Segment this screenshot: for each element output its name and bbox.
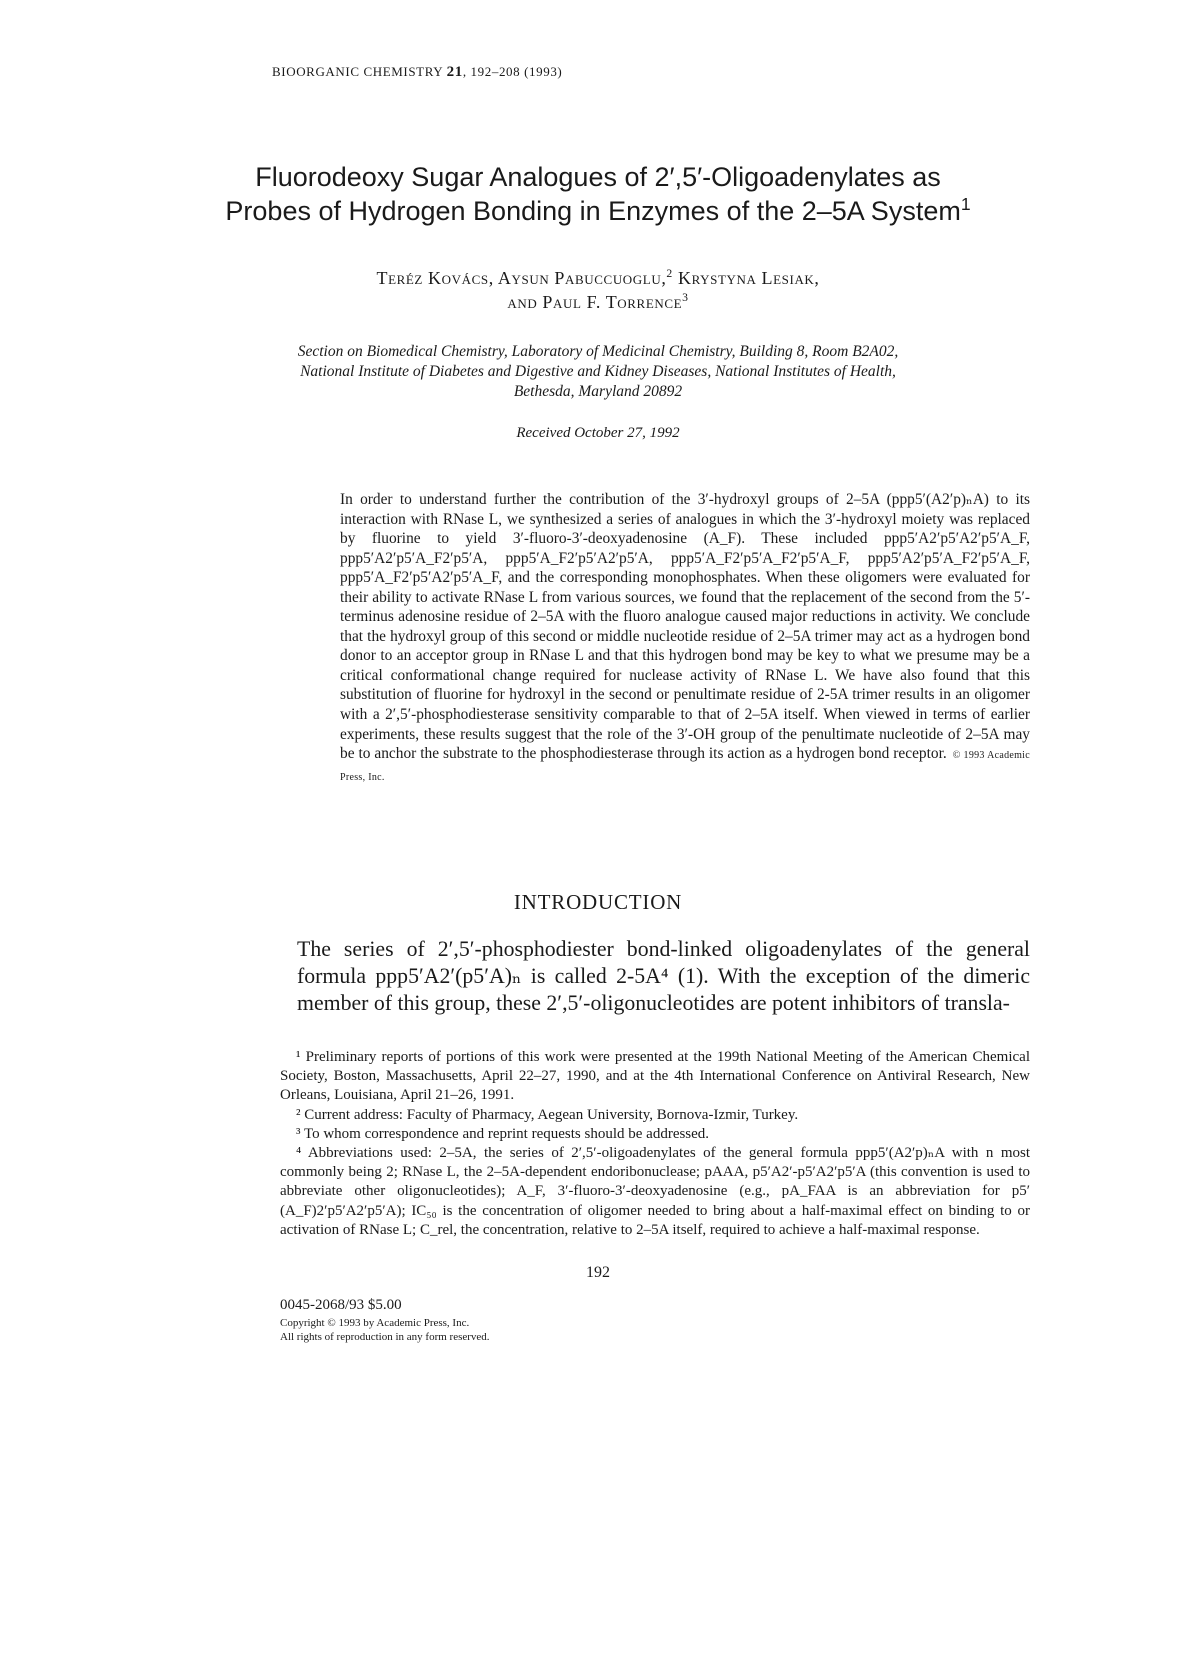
affiliation xyxy=(250,342,946,402)
journal-header: BIOORGANIC CHEMISTRY 21, 192–208 (1993) xyxy=(272,64,563,80)
received-date: Received October 27, 1992 xyxy=(516,425,680,441)
footnote-3: ³ To whom correspondence and reprint requests should be addressed. xyxy=(296,1125,710,1142)
affiliation-line-1: Section on Biomedical Chemistry, Laboratory of Medicinal Chemistry, Building 8, Room B2A02, xyxy=(297,343,899,360)
title-footnote-marker: 1 xyxy=(960,194,971,214)
journal-pages-year: 192–208 (1993) xyxy=(470,64,563,79)
footnotes xyxy=(280,1048,1030,1240)
abstract xyxy=(340,490,1030,787)
abstract-text: In order to understand further the contribution of the 3′-hydroxyl groups of 2–5A (ppp5′(A2′p)ₙA) to its interaction with RNase L, we synthesized a series of analogues in which the 3′-hydroxyl moiety was replaced by fluorine to yield 3′-fluoro-3′-deoxyadenosine (A_F). These included ppp5′A2′p5′A2′p5′A_F, ppp5′A2′p5′A_F2′p5′A, ppp5′A_F2′p5′A2′p5′A, ppp5′A_F2′p5′A_F2′p5′A_F, ppp5′A2′p5′A_F2′p5′A_F, ppp5′A_F2′p5′A2′p5′A_F, and the corresponding monophosphates. When these oligomers were evaluated for their ability to activate RNase L from various sources, we found that the replacement of the second from the 5′-terminus adenosine residue of 2–5A with the fluoro analogue caused major reductions in activity. We conclude that the hydroxyl group of this second or middle nucleotide residue of 2–5A trimer may act as a hydrogen bond donor to an acceptor group in RNase L and that this hydrogen bond may be key to what we presume may be a critical conformational change required for nuclease activity of RNase L. We have also found that this substitution of fluorine for hydroxyl in the second or penultimate residue of 2-5A trimer results in an oligomer with a 2′,5′-phosphodiesterase sensitivity comparable to that of 2–5A itself. When viewed in terms of earlier experiments, these results suggest that the role of the 3′-OH group of the penultimate nucleotide of 2–5A may be to anchor the substrate to the phosphodiesterase through its action as a hydrogen bond receptor. xyxy=(340,491,1030,763)
abstract-copyright: © 1993 Academic Press, Inc. xyxy=(340,750,1030,783)
footnote-1: ¹ Preliminary reports of portions of this work were presented at the 199th National Meeting of the American Chemical Society, Boston, Massachusetts, April 22–27, 1990, and at the 4th International Conference on Antiviral Research, New Orleans, Louisiana, April 21–26, 1991. xyxy=(280,1049,1030,1104)
copyright-line-1: Copyright © 1993 by Academic Press, Inc. xyxy=(280,1317,470,1329)
footnote-2: ² Current address: Faculty of Pharmacy, Aegean University, Bornova-Izmir, Turkey. xyxy=(296,1106,799,1123)
section-heading-introduction: INTRODUCTION xyxy=(513,890,683,914)
copyright-line-2: All rights of reproduction in any form reserved. xyxy=(280,1331,490,1343)
page-number: 192 xyxy=(586,1264,610,1281)
author-list xyxy=(250,266,946,314)
journal-name: BIOORGANIC CHEMISTRY xyxy=(272,64,443,79)
author-line-3: and Paul F. Torrence xyxy=(507,292,683,312)
author-footnote-3: 3 xyxy=(682,291,689,304)
affiliation-line-3: Bethesda, Maryland 20892 xyxy=(513,383,683,400)
author-line-1: Teréz Kovács, Aysun Pabuccuoglu, xyxy=(376,268,667,288)
title-line-2: Probes of Hydrogen Bonding in Enzymes of the 2–5A System xyxy=(225,196,961,226)
journal-volume: 21 xyxy=(446,64,463,80)
article-title xyxy=(200,160,996,228)
affiliation-line-2: National Institute of Diabetes and Digestive and Kidney Diseases, National Institutes of Health, xyxy=(300,363,896,380)
copyright-notice xyxy=(280,1316,490,1344)
author-footnote-2: 2 xyxy=(666,267,673,280)
issn-price: 0045-2068/93 $5.00 xyxy=(280,1297,402,1313)
introduction-paragraph: The series of 2′,5′-phosphodiester bond-linked oligoadenylates of the general formula ppp5′A2′(p5′A)ₙ is called 2-5A⁴ (1). With the exception of the dimeric member of this group, these 2′,5′-oligonucleotides are potent inhibitors of transla- xyxy=(297,937,1030,1015)
title-line-1: Fluorodeoxy Sugar Analogues of 2′,5′-Oligoadenylates as xyxy=(255,162,941,192)
footnote-4: ⁴ Abbreviations used: 2–5A, the series of 2′,5′-oligoadenylates of the general formula ppp5′(A2′p)ₙA with n most commonly being 2; RNase L, the 2–5A-dependent endoribonuclease; pAAA, p5′A2′-p5′A2′p5′A (this convention is used to abbreviate other oligonucleotides); A_F, 3′-fluoro-3′-deoxyadenosine (e.g., pA_FAA is an abbreviation for p5′(A_F)2′p5′A2′p5′A); IC₅₀ is the concentration of oligomer needed to bring about a half-maximal effect on binding to or activation of RNase L; C_rel, the concentration, relative to 2–5A itself, required to achieve a half-maximal response. xyxy=(280,1145,1030,1238)
author-line-2: Krystyna Lesiak, xyxy=(672,268,820,288)
